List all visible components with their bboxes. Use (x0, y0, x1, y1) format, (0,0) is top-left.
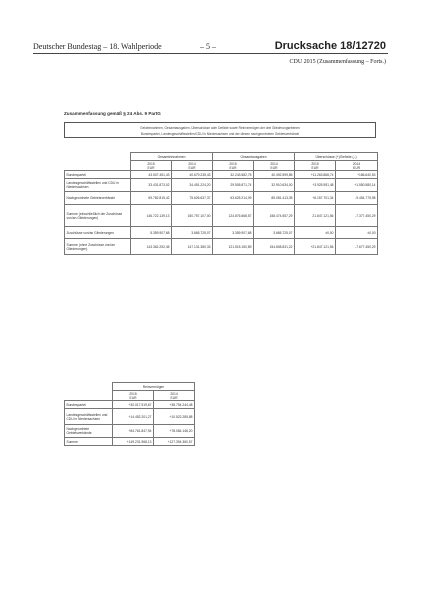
net-assets-table (64, 382, 195, 446)
table-cell: +10.522.285,88 (154, 409, 195, 425)
table-row (65, 438, 195, 446)
table-cell: 150.757.107,00 (172, 205, 213, 227)
table-row (65, 171, 378, 179)
table-cell: 40.492.599,85 (254, 171, 295, 179)
year-header: 2014 EUR (336, 161, 378, 171)
table-corner (65, 161, 131, 171)
table-cell: 33.431.873,02 (131, 179, 172, 192)
table-cell: +149.231.968,13 (113, 438, 154, 446)
table-cell: 32.243.582,75 (213, 171, 254, 179)
year-header: 2014 EUR (172, 161, 213, 171)
section-title: Zusammenfassung gemäß § 24 Abs. 9 PartG (64, 111, 161, 116)
table-cell: 3.665.725,07 (172, 227, 213, 239)
year-header: 2014 EUR (154, 391, 195, 401)
table-cell: +3.925.951,48 (295, 179, 336, 192)
group-header-income: Gesamteinnahmen (131, 153, 213, 161)
table-cell: 147.131.380,33 (172, 239, 213, 255)
header-left: Deutscher Bundestag – 18. Wahlperiode (33, 42, 162, 51)
table-cell: 146.722.139,13 (131, 205, 172, 227)
table-cell: 75.626.637,37 (172, 192, 213, 205)
table-row (65, 239, 378, 255)
table-cell: +186.640,53 (336, 171, 378, 179)
year-header: 2015 EUR (113, 391, 154, 401)
year-header: 2015 EUR (295, 161, 336, 171)
table-group-header-row (65, 383, 195, 391)
table-cell: 124.876.668,57 (213, 205, 254, 227)
year-header: 2014 EUR (254, 161, 295, 171)
document-number-value: 12720 (355, 40, 386, 52)
table-row (65, 401, 195, 409)
group-header-balance: Überschüsse (+)/Defizite (–) (295, 153, 378, 161)
table-cell: ±0,00 (336, 227, 378, 239)
summary-banner (64, 122, 376, 138)
table-cell: 158.474.557,29 (254, 205, 295, 227)
table-cell: ±0,00 (295, 227, 336, 239)
table-row (65, 227, 378, 239)
year-header: 2015 EUR (131, 161, 172, 171)
row-label: Nachgeordnete Gebietsverbände (65, 192, 131, 205)
table-row (65, 192, 378, 205)
header-subtitle: CDU 2015 (Zusammenfassung – Forts.) (289, 59, 386, 65)
table-cell: 40.679.235,43 (172, 171, 213, 179)
group-header-expenses: Gesamtausgaben (213, 153, 295, 161)
group-header-net-assets: Reinvermögen (113, 383, 195, 391)
row-label: Summe (einschließlich der Zuschüsse von/an Gliederungen) (65, 205, 131, 227)
summary-table (64, 152, 378, 255)
table-cell: 21.847.121,56 (295, 205, 336, 227)
row-label: Landesgeschäftsstellen und CDU in Niedersachsen (65, 179, 131, 192)
table-cell: 143.362.252,45 (131, 239, 172, 255)
table-cell: 29.505.871,74 (213, 179, 254, 192)
banner-line-2: Bundespartei, Landesgeschäftsstellen/CDU in Niedersachsen und der diesen nachgeordneten Gebietsverbände (140, 131, 300, 136)
table-cell: 154.808.831,22 (254, 239, 295, 255)
document-label: Drucksache 18/ (274, 40, 356, 52)
table-cell: 43.507.451,43 (131, 171, 172, 179)
year-header: 2015 EUR (213, 161, 254, 171)
table-year-row (65, 161, 378, 171)
table-corner (65, 391, 113, 401)
table-cell: +11.263.868,74 (295, 171, 336, 179)
table-cell: -7.677.450,29 (336, 239, 378, 255)
table-cell: 85.081.413,35 (254, 192, 295, 205)
table-cell: +21.847.121,56 (295, 239, 336, 255)
table-cell: 32.910.634,00 (254, 179, 295, 192)
table-group-header-row (65, 153, 378, 161)
table-corner (65, 383, 113, 391)
document-number (275, 40, 386, 52)
table-row (65, 205, 378, 227)
row-label: Bundespartei (65, 171, 131, 179)
table-cell: 121.515.150,89 (213, 239, 254, 255)
table-cell: 34.451.224,20 (172, 179, 213, 192)
row-label: Summe (ohne Zuschüsse von/an Gliederungen) (65, 239, 131, 255)
row-label: Landesgeschäftsstellen und CDU in Niedersachsen (65, 409, 113, 425)
table-cell: 63.625.214,09 (213, 192, 254, 205)
row-label: Summe (65, 438, 113, 446)
table-cell: 5.359.907,68 (131, 227, 172, 239)
table-cell: +78.084.146,20 (154, 425, 195, 438)
banner-line-1: Geldeinnahmen, Gesamtausgaben, Überschüsse oder Defizite sowie Reinvermögen der drei Gliederungsebenen (140, 126, 300, 130)
table-cell: +127.394.360,57 (154, 438, 195, 446)
table-cell: +84.761.847,94 (113, 425, 154, 438)
table-corner (65, 153, 131, 161)
table-cell: +14.452.201,27 (113, 409, 154, 425)
table-cell: +30.017.919,67 (113, 401, 154, 409)
row-label: Zuschüsse von/an Gliederungen (65, 227, 131, 239)
table-cell: 3.359.907,68 (213, 227, 254, 239)
table-cell: -9.454.775,98 (336, 192, 378, 205)
row-label: Bundespartei (65, 401, 113, 409)
table-cell: +6.157.701,34 (295, 192, 336, 205)
header-rule (33, 53, 388, 54)
table-row (65, 425, 195, 438)
table-cell: 3.665.725,07 (254, 227, 295, 239)
table-cell: -7.377.450,29 (336, 205, 378, 227)
row-label: Nachgeordnete Gebietsverbände (65, 425, 113, 438)
table-row (65, 409, 195, 425)
page-number: – 5 – (200, 42, 216, 51)
table-year-row (65, 391, 195, 401)
table-cell: +1.550.580,14 (336, 179, 378, 192)
table-cell: 69.782.815,42 (131, 192, 172, 205)
table-cell: +38.754.244,48 (154, 401, 195, 409)
table-row (65, 179, 378, 192)
